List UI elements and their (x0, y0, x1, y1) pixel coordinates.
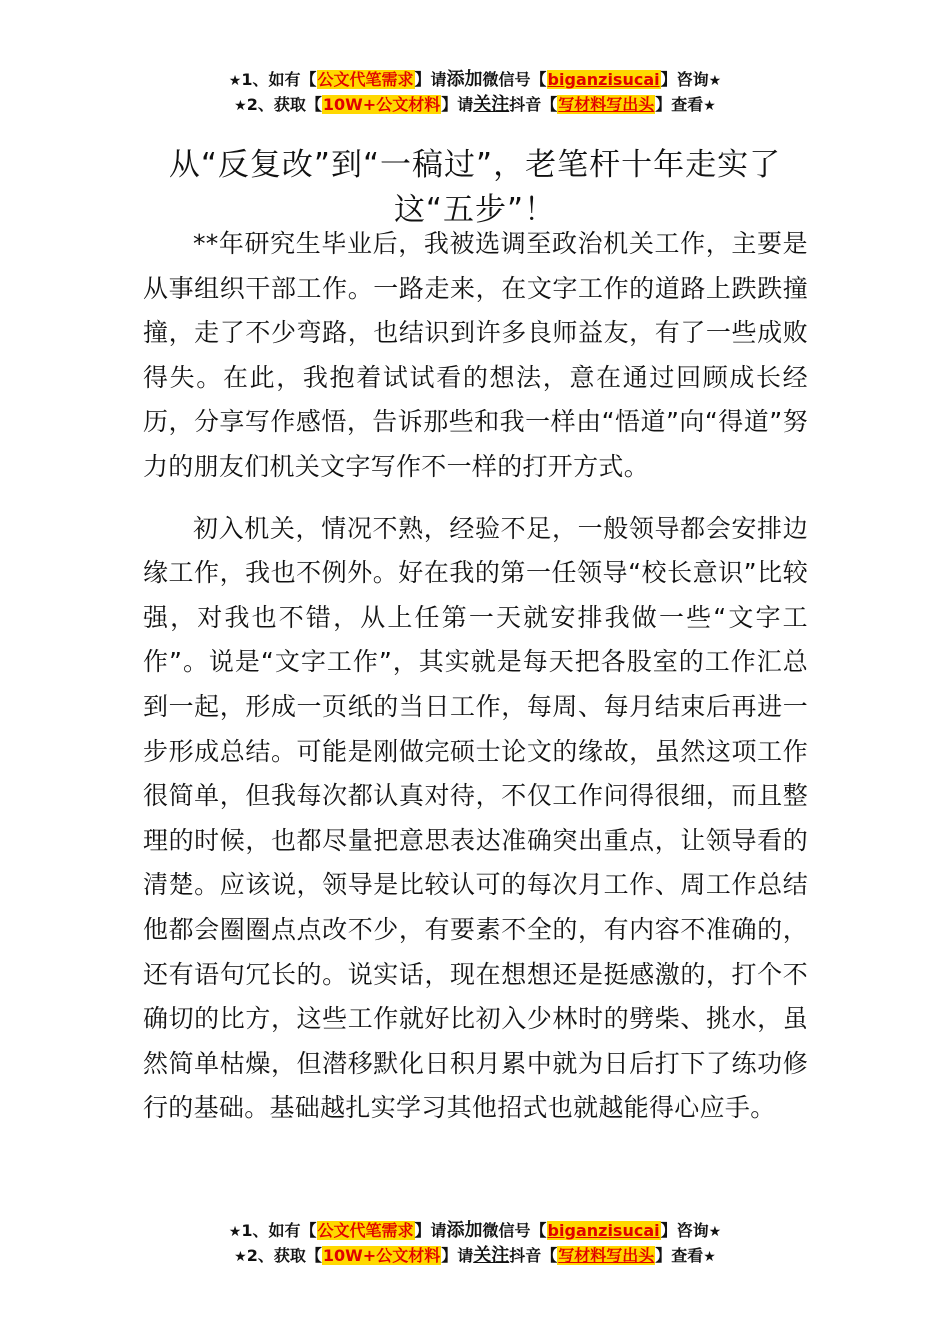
promo-text: 】咨询 (660, 1221, 709, 1240)
wechat-id: biganzisucai (547, 70, 660, 89)
promo-highlight: 公文代笔需求 (317, 1221, 414, 1240)
promo-banner-top (0, 68, 950, 118)
document-title: 从“反复改”到“一稿过”，老笔杆十年走实了这“五步”！ (168, 146, 782, 228)
promo-highlight: 公文代笔需求 (317, 70, 414, 89)
promo-emphasis: 添加 (446, 69, 483, 90)
star-icon: ★ (703, 98, 716, 114)
promo-line-1 (0, 68, 950, 93)
promo-text: 微信号【 (482, 1221, 547, 1240)
promo-text: 】查看 (655, 95, 704, 114)
promo-text: 1、如有【 (241, 1221, 317, 1240)
star-icon: ★ (228, 1224, 242, 1240)
star-icon: ★ (234, 1249, 247, 1265)
promo-line-1 (0, 1219, 950, 1244)
promo-text: 】请 (441, 1246, 474, 1265)
promo-emphasis: 关注 (473, 1245, 510, 1266)
star-icon: ★ (708, 73, 722, 89)
paragraph: 初入机关，情况不熟，经验不足，一般领导都会安排边缘工作，我也不例外。好在我的第一任领导“校长意识”比较强，对我也不错，从上任第一天就安排我做一些“文字工作”。说是“文字工作”，其实就是每天把各股室的工作汇总到一起，形成一页纸的当日工作，每周、每月结束后再进一步形成总结。可能是刚做完硕士论文的缘故，虽然这项工作很简单，但我每次都认真对待，不仅工作问得很细，而且整理的时候，也都尽量把意思表达准确突出重点，让领导看的清楚。应该说，领导是比较认可的每次月工作、周工作总结他都会圈圈点点改不少，有要素不全的，有内容不准确的，还有语句冗长的。说实话，现在想想还是挺感激的，打个不确切的比方，这些工作就好比初入少林时的劈柴、挑水，虽然简单枯燥，但潜移默化日积月累中就为日后打下了练功修行的基础。基础越扎实学习其他招式也就越能得心应手。 (143, 513, 808, 1123)
promo-text: 】请 (414, 70, 447, 89)
promo-highlight: 10W+公文材料 (322, 1246, 441, 1265)
promo-highlight: 10W+公文材料 (322, 95, 441, 114)
star-icon: ★ (234, 98, 247, 114)
paragraph: **年研究生毕业后，我被选调至政治机关工作，主要是从事组织干部工作。一路走来，在文字工作的道路上跌跌撞撞，走了不少弯路，也结识到许多良师益友，有了一些成败得失。在此，我抱着试试看的想法，意在通过回顾成长经历，分享写作感悟，告诉那些和我一样由“悟道”向“得道”努力的朋友们机关文字写作不一样的打开方式。 (143, 229, 808, 481)
promo-text: 2、获取【 (246, 95, 322, 114)
promo-emphasis: 关注 (473, 94, 510, 115)
promo-line-2 (0, 1244, 950, 1269)
wechat-id: biganzisucai (547, 1221, 660, 1240)
star-icon: ★ (228, 73, 242, 89)
promo-text: 】请 (441, 95, 474, 114)
promo-text: 】咨询 (660, 70, 709, 89)
promo-emphasis: 添加 (446, 1220, 483, 1241)
promo-text: 2、获取【 (246, 1246, 322, 1265)
promo-line-2 (0, 93, 950, 118)
star-icon: ★ (703, 1249, 716, 1265)
promo-text: 1、如有【 (241, 70, 317, 89)
promo-text: 】查看 (655, 1246, 704, 1265)
promo-text: 抖音【 (509, 1246, 558, 1265)
star-icon: ★ (708, 1224, 722, 1240)
promo-text: 微信号【 (482, 70, 547, 89)
douyin-id: 写材料写出头 (558, 1246, 655, 1265)
douyin-id: 写材料写出头 (558, 95, 655, 114)
promo-banner-bottom (0, 1219, 950, 1269)
promo-text: 】请 (414, 1221, 447, 1240)
document-body (143, 222, 808, 1131)
promo-text: 抖音【 (509, 95, 558, 114)
